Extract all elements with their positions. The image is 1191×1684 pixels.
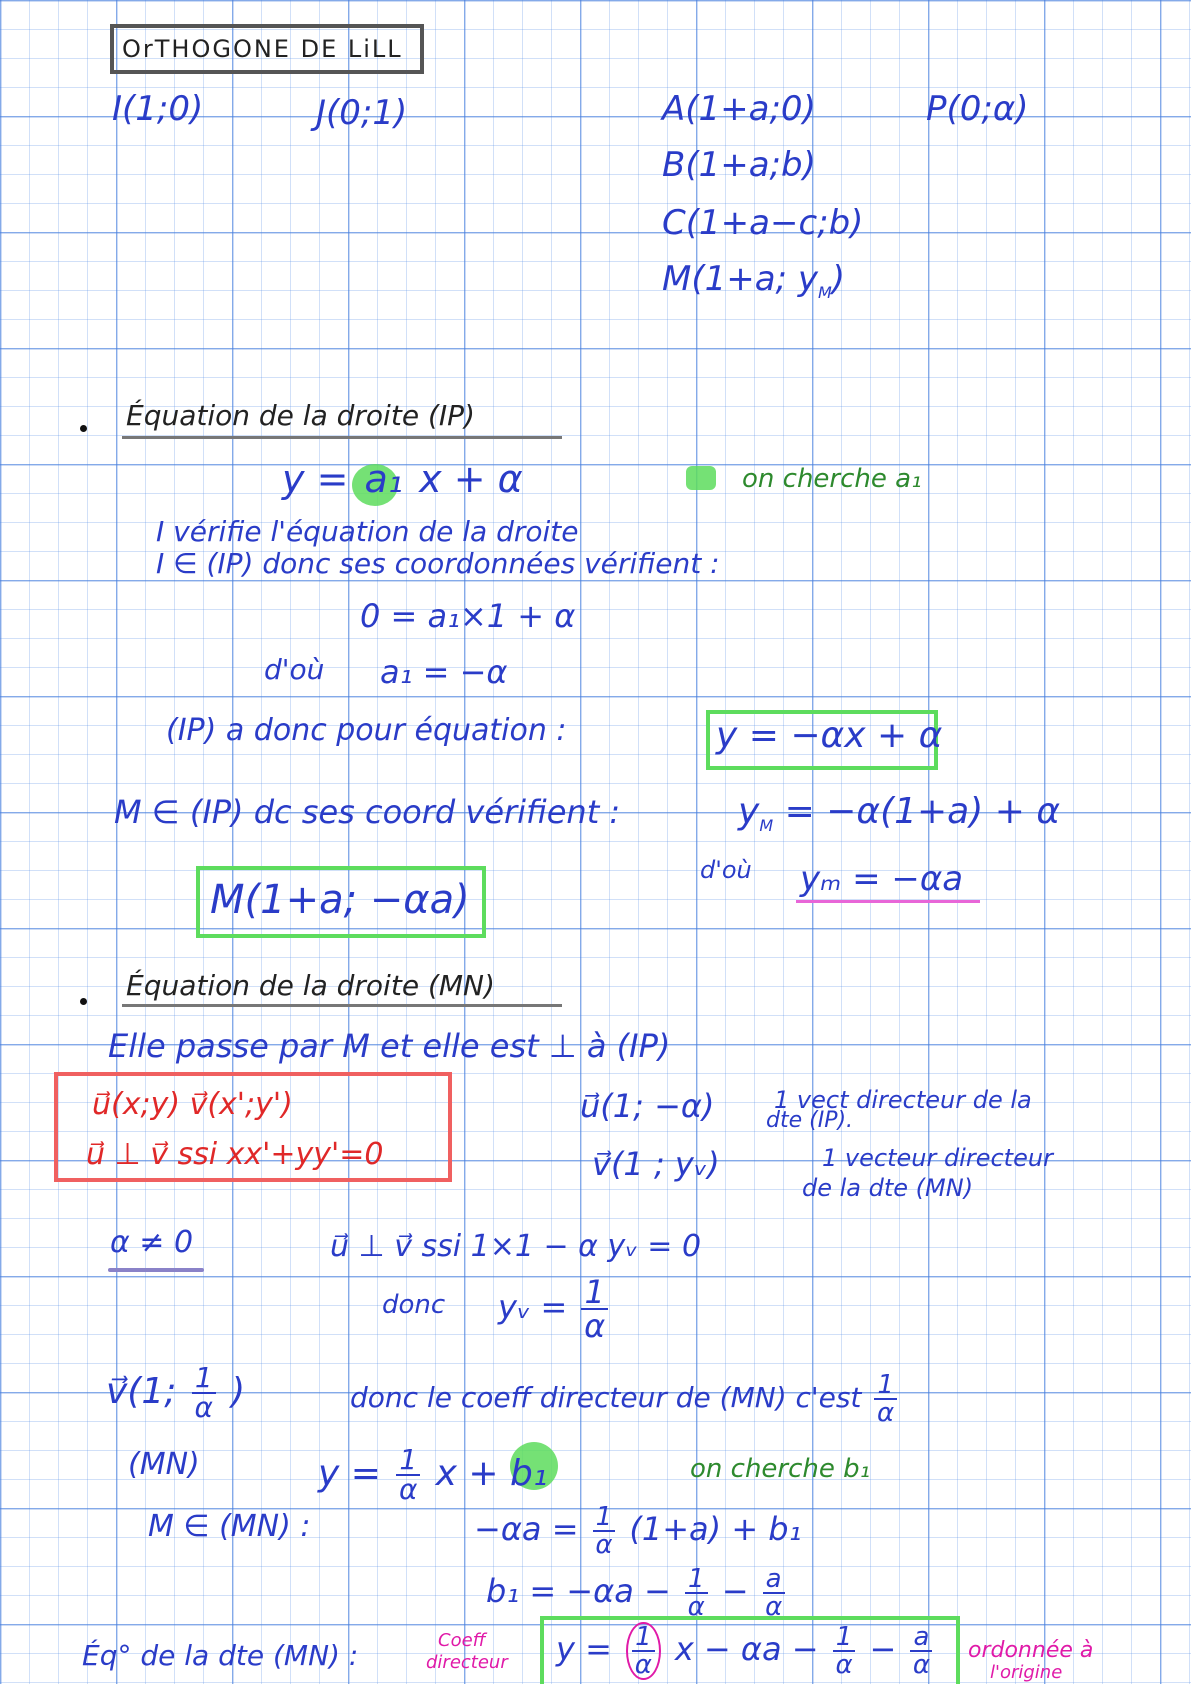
final-frac2 xyxy=(833,1624,856,1678)
yv-num: 1 xyxy=(581,1276,607,1310)
mn-calc1-fraction xyxy=(593,1504,616,1558)
section1-m-line: M ∈ (IP) dc ses coord vérifient : xyxy=(114,793,621,831)
yv-den: α xyxy=(584,1307,606,1345)
point-m-sub: M xyxy=(817,282,832,302)
final-frac3-num: a xyxy=(910,1624,932,1652)
section1-eq-a1: a₁ xyxy=(364,457,404,501)
section1-underline xyxy=(122,436,562,439)
perp-condition: u⃗ ⊥ v⃗ ssi 1×1 − α yᵥ = 0 xyxy=(330,1229,702,1264)
point-j: J(0;1) xyxy=(316,93,408,133)
final-frac3-den: α xyxy=(912,1650,930,1680)
mn-eq-den: α xyxy=(399,1473,418,1506)
final-frac1-num: 1 xyxy=(632,1624,655,1652)
mn-eq-num: 1 xyxy=(396,1446,420,1476)
point-b: B(1+a;b) xyxy=(662,145,816,185)
section1-calc2: a₁ = −α xyxy=(380,653,508,691)
section2-line1: Elle passe par M et elle est ⊥ à (IP) xyxy=(108,1027,671,1065)
final-frac2-den: α xyxy=(835,1650,853,1680)
section1-m-eq-y: y xyxy=(738,791,760,832)
mn-eq-fraction xyxy=(396,1443,420,1506)
final-frac1-den: α xyxy=(634,1650,652,1680)
section1-m-eq-sub: M xyxy=(759,816,774,836)
coeff-text xyxy=(350,1372,901,1426)
section1-dou2: d'où xyxy=(700,856,752,884)
bullet-2 xyxy=(80,998,87,1005)
mn-equation xyxy=(318,1443,548,1506)
point-m xyxy=(662,259,846,302)
mn-eq-b1: b₁ xyxy=(510,1453,548,1494)
final-frac2-num: 1 xyxy=(833,1624,856,1652)
section1-result-label: (IP) a donc pour équation : xyxy=(166,713,567,748)
mn-m-label: M ∈ (MN) : xyxy=(148,1509,311,1544)
mn-calc1 xyxy=(474,1504,801,1558)
ym-underline xyxy=(796,900,980,903)
section1-line2: I ∈ (IP) donc ses coordonnées vérifient : xyxy=(156,547,720,580)
u-note1: 1 vect directeur de la xyxy=(774,1086,1032,1114)
final-label: Éq° de la dte (MN) : xyxy=(82,1639,359,1672)
b1-frac2-num: a xyxy=(763,1566,785,1594)
red-rule-line1: u⃗(x;y) v⃗(x';y') xyxy=(92,1087,293,1122)
yv-fraction xyxy=(581,1273,607,1345)
section1-result-eq: y = −αx + α xyxy=(716,715,943,756)
alpha-ne-zero: α ≠ 0 xyxy=(110,1225,194,1260)
mn-eq-left: y = xyxy=(318,1453,381,1494)
point-p: P(0;α) xyxy=(926,89,1029,129)
point-a: A(1+a;0) xyxy=(662,89,816,129)
section1-heading: Équation de la droite (IP) xyxy=(126,399,475,432)
section1-eq-y: y = xyxy=(282,457,349,501)
section1-eq-rest: x + α xyxy=(419,457,523,501)
donc-1: donc xyxy=(382,1290,446,1320)
v-final-fraction xyxy=(192,1361,216,1424)
point-m-text: M(1+a; y xyxy=(662,259,818,299)
page-title: OrTHOGONE DE LiLL xyxy=(122,35,403,63)
section1-note: on cherche a₁ xyxy=(742,464,922,494)
ordonnee-label1: ordonnée à xyxy=(968,1638,1094,1663)
mn-eq-x: x + xyxy=(435,1453,499,1494)
alpha-underline xyxy=(108,1268,204,1272)
bullet-1 xyxy=(80,425,87,432)
v-final-left: v⃗(1; xyxy=(106,1371,177,1412)
coeff-dir-label2: directeur xyxy=(426,1652,508,1673)
final-frac1 xyxy=(626,1622,661,1680)
u-vector: u⃗(1; −α) xyxy=(580,1087,715,1125)
point-i: I(1;0) xyxy=(112,89,204,129)
b1-left: b₁ = −αa − xyxy=(486,1572,671,1610)
section1-m-eq-rest: = −α(1+a) + α xyxy=(773,791,1061,832)
section1-line1: I vérifie l'équation de la droite xyxy=(156,515,579,548)
b1-frac1-num: 1 xyxy=(685,1566,708,1594)
final-x: x − αa − xyxy=(674,1630,819,1668)
section1-ym-result: yₘ = −αa xyxy=(800,859,964,899)
section1-calc1: 0 = a₁×1 + α xyxy=(360,597,576,635)
mn-calc1-num: 1 xyxy=(593,1504,616,1532)
point-c: C(1+a−c;b) xyxy=(662,203,864,243)
b1-frac2 xyxy=(763,1566,785,1620)
point-m-close: ) xyxy=(831,259,846,299)
v-final xyxy=(106,1361,246,1424)
v-final-den: α xyxy=(194,1391,213,1424)
b1-result xyxy=(486,1566,789,1620)
coeff-text-label: donc le coeff directeur de (MN) c'est xyxy=(350,1381,862,1414)
section1-m-eq xyxy=(738,791,1061,836)
v-final-right: ) xyxy=(231,1371,246,1412)
yv-left: yᵥ = xyxy=(498,1288,568,1326)
final-equation xyxy=(556,1622,936,1680)
v-note1: 1 vecteur directeur xyxy=(822,1144,1053,1172)
b1-frac1-den: α xyxy=(687,1592,705,1622)
final-y: y = xyxy=(556,1630,612,1668)
mn-label: (MN) xyxy=(128,1447,200,1482)
b1-minus: − xyxy=(721,1572,749,1610)
final-minus: − xyxy=(869,1630,897,1668)
section2-underline xyxy=(122,1004,562,1007)
v-final-num: 1 xyxy=(192,1364,216,1394)
ordonnee-label2: l'origine xyxy=(990,1662,1063,1683)
section1-dou: d'où xyxy=(264,653,325,686)
v-note2: de la dte (MN) xyxy=(802,1174,974,1202)
coeff-den: α xyxy=(877,1398,895,1428)
u-note2: dte (IP). xyxy=(766,1108,854,1133)
final-frac3 xyxy=(910,1624,932,1678)
coeff-num: 1 xyxy=(874,1372,897,1400)
v-vector: v⃗(1 ; yᵥ) xyxy=(592,1145,720,1183)
yv-result xyxy=(498,1273,612,1345)
mn-calc1-den: α xyxy=(595,1530,613,1560)
m-result: M(1+a; −αa) xyxy=(210,877,470,923)
red-rule-line2: u⃗ ⊥ v⃗ ssi xx'+yy'=0 xyxy=(86,1137,384,1172)
mn-note: on cherche b₁ xyxy=(690,1454,871,1484)
b1-frac2-den: α xyxy=(765,1592,783,1622)
coeff-fraction xyxy=(874,1372,897,1426)
mn-calc1-left: −αa = xyxy=(474,1510,579,1548)
section2-heading: Équation de la droite (MN) xyxy=(126,969,495,1002)
highlight-marker xyxy=(686,466,716,490)
coeff-dir-label1: Coeff xyxy=(438,1630,486,1651)
mn-calc1-right: (1+a) + b₁ xyxy=(629,1510,802,1548)
section1-eq xyxy=(282,457,523,501)
b1-frac1 xyxy=(685,1566,708,1620)
